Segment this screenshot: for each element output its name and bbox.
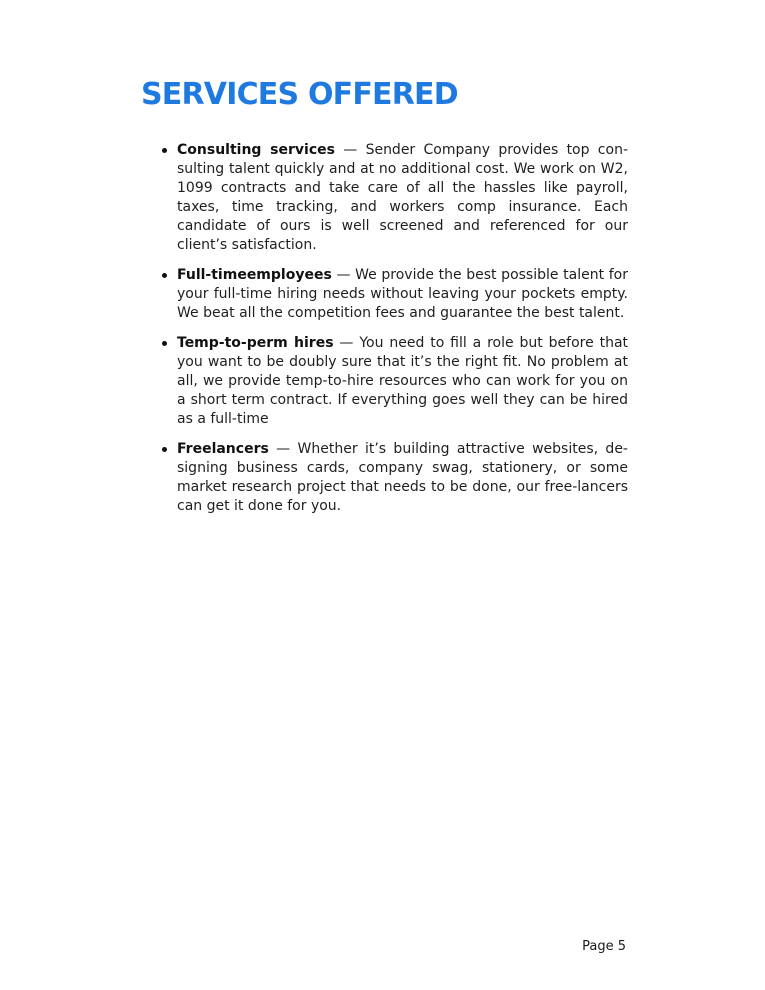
services-list bbox=[158, 141, 628, 527]
service-description: You need to fill a role but before that you want to be doubly sure that it’s the right fit. No problem at all, we provide temp-to-hire resources who can work for you on a short term contract. If everything goes well they can be hired as a full-time bbox=[177, 335, 629, 427]
service-item-full-time bbox=[158, 266, 628, 323]
service-description: We provide the best possible talent for your full-time hiring needs without leaving your pockets empty. We beat all the competition fees and guarantee the best talent. bbox=[177, 267, 628, 321]
service-name: Full-timeemployees bbox=[177, 267, 332, 283]
service-item-temp-to-perm bbox=[158, 334, 628, 429]
service-name: Consulting services bbox=[177, 142, 335, 158]
service-name: Freelancers bbox=[177, 441, 269, 457]
service-item-consulting bbox=[158, 141, 628, 255]
service-description: Sender Company provides top con-sulting talent quickly and at no additional cost. We work on W2, 1099 contracts and take care of all the hassles like payroll, taxes, time tracking, and workers comp insurance. Each candidate of ours is well screened and referenced for our client’s satisfaction. bbox=[177, 142, 628, 253]
service-item-freelancers bbox=[158, 440, 628, 516]
service-separator: — bbox=[333, 335, 360, 351]
service-name: Temp-to-perm hires bbox=[177, 335, 334, 351]
bullet-icon bbox=[162, 273, 167, 278]
service-separator: — bbox=[334, 142, 366, 158]
bullet-icon bbox=[162, 148, 167, 153]
service-separator: — bbox=[268, 441, 298, 457]
service-description: Whether it’s building attractive websites, de-signing business cards, company swag, stationery, or some market research project that needs to be done, our free-lancers can get it done for you. bbox=[177, 441, 628, 514]
service-separator: — bbox=[331, 267, 356, 283]
page-title: SERVICES OFFERED bbox=[141, 77, 458, 112]
bullet-icon bbox=[162, 341, 167, 346]
bullet-icon bbox=[162, 447, 167, 452]
page-number: Page 5 bbox=[582, 939, 626, 954]
